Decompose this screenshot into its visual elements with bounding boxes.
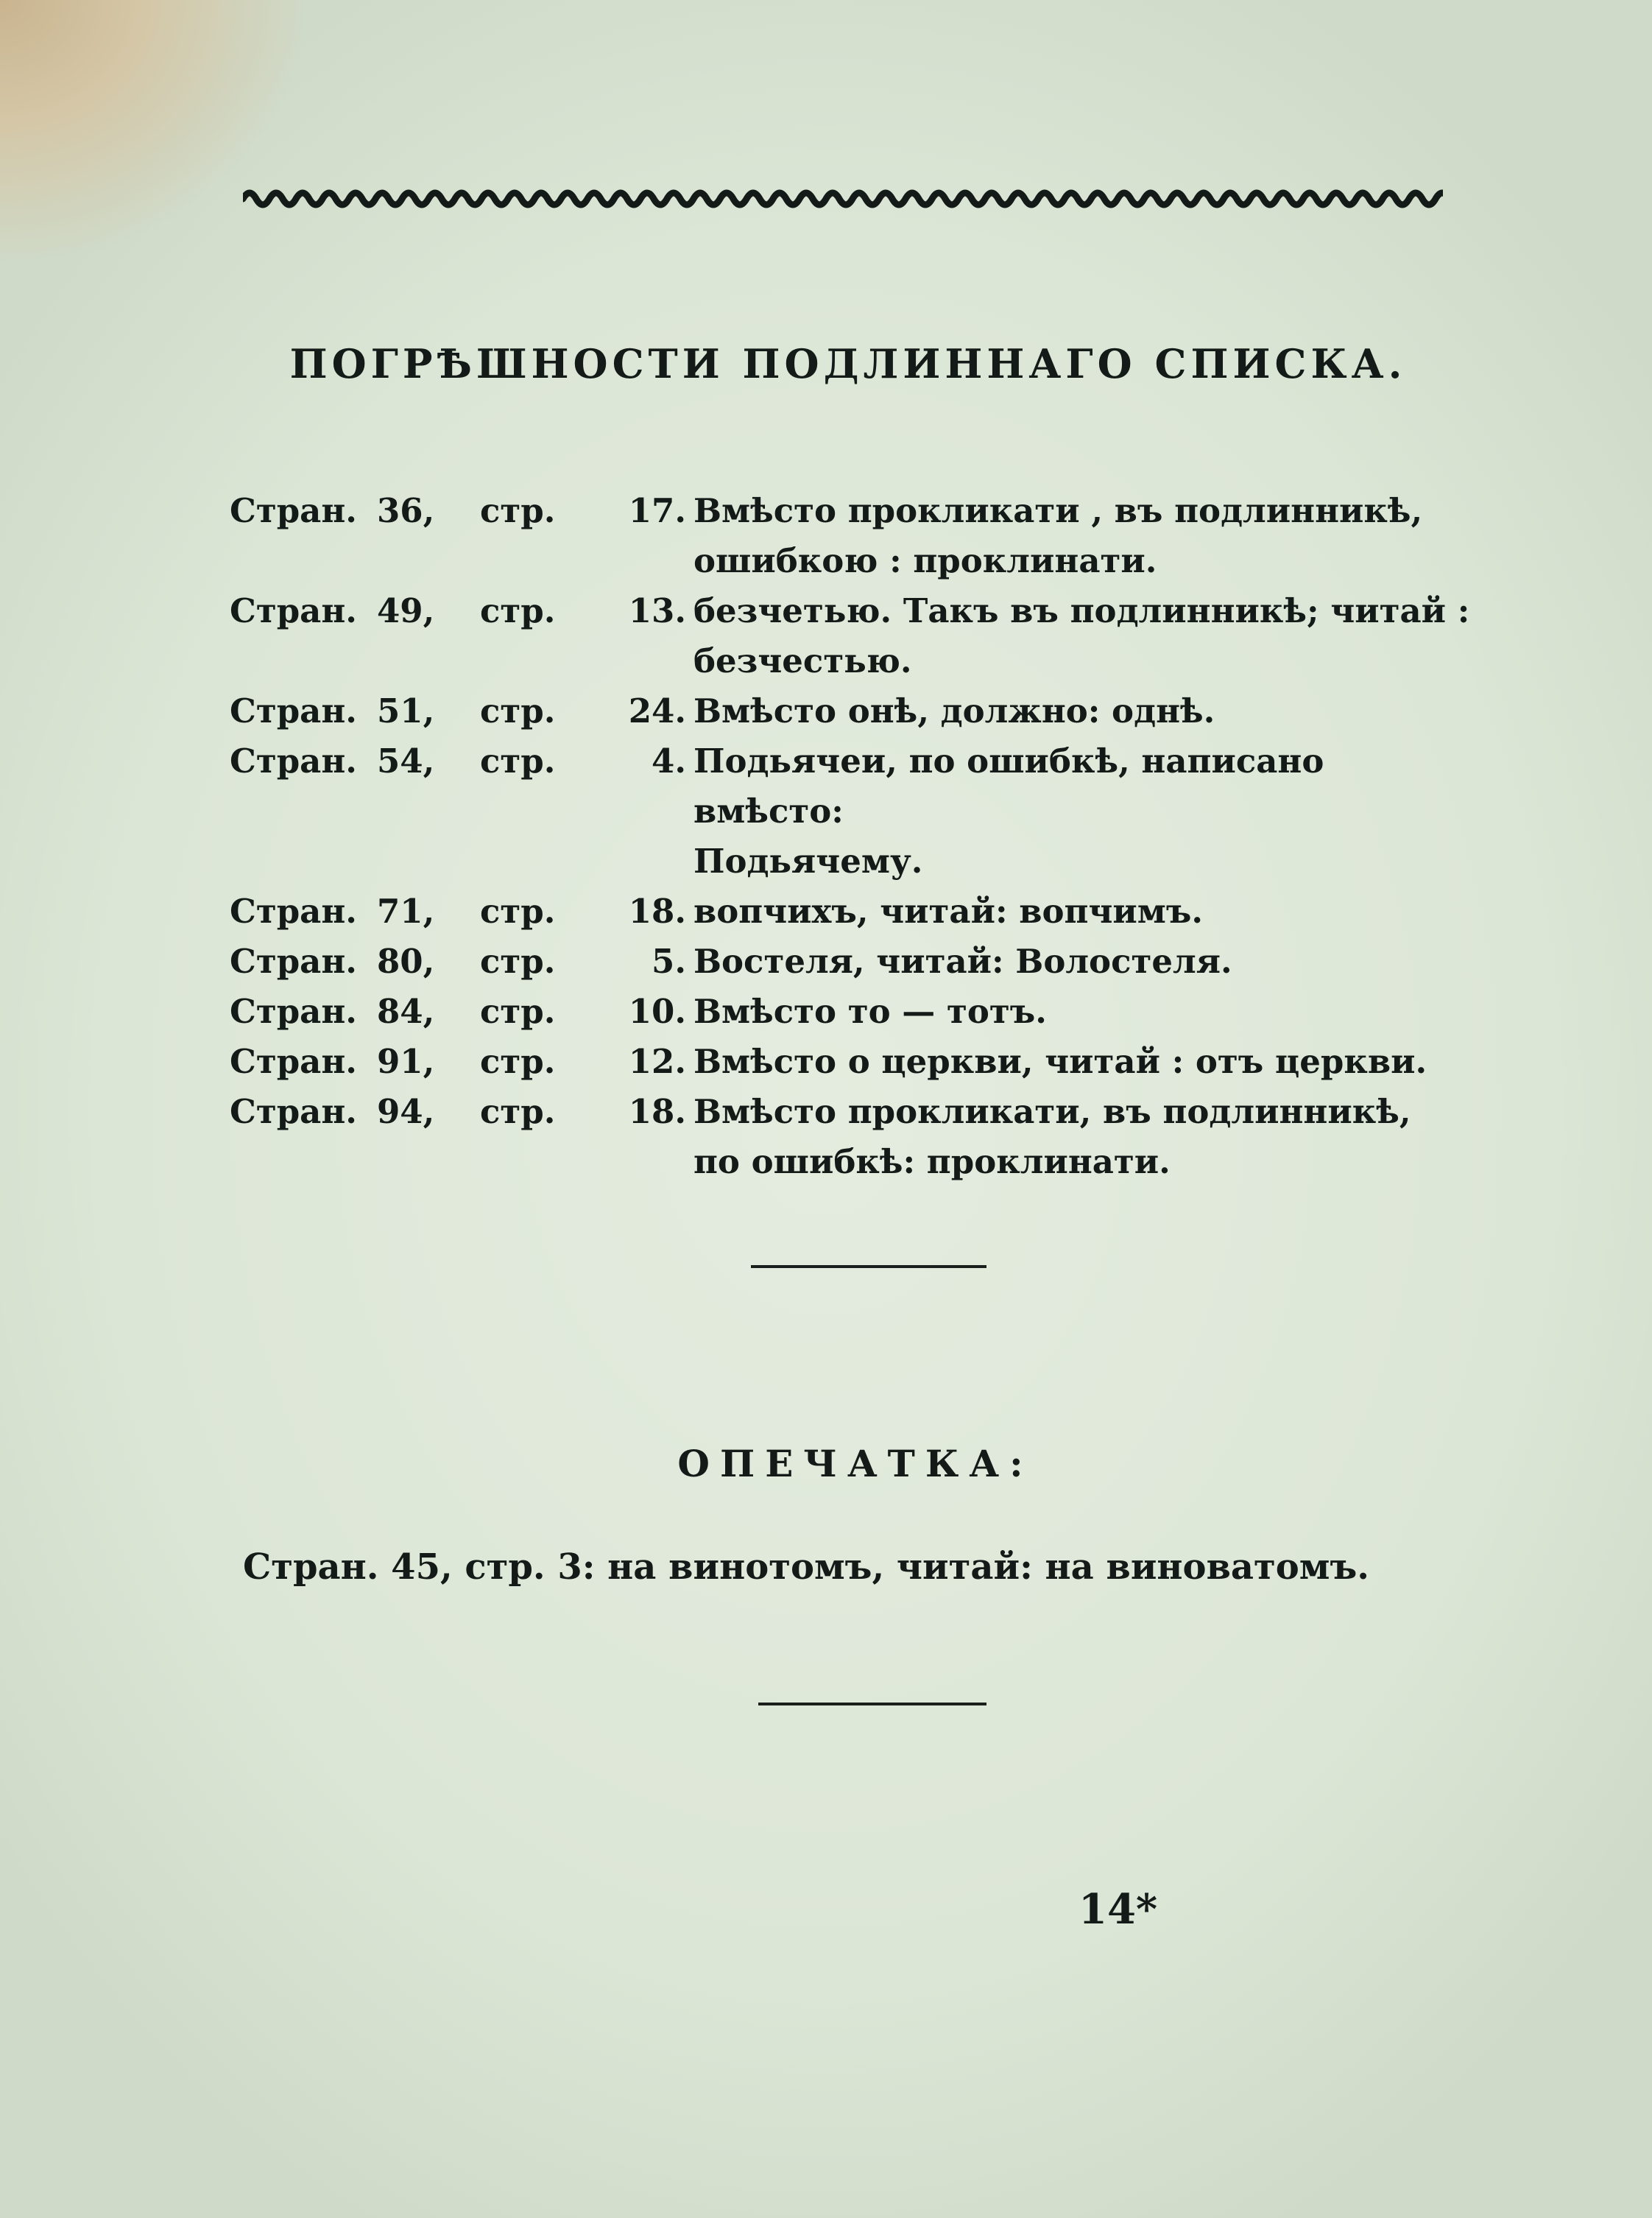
page-label: Стран. — [230, 491, 357, 530]
line-label: стр. — [480, 892, 556, 931]
errata-row — [230, 937, 1481, 987]
page-label: Стран. — [230, 992, 357, 1031]
errata-text: Подьячеи, по ошибкѣ, написано вмѣсто: — [693, 742, 1324, 831]
page-label: Стран. — [230, 1092, 357, 1131]
errata-text: Вмѣсто прокликати, въ подлинникѣ, — [693, 1092, 1411, 1131]
errata-row — [230, 1037, 1481, 1087]
page-number: 80, — [377, 942, 435, 981]
line-number: 17. — [628, 491, 686, 530]
page-number: 84, — [377, 992, 435, 1031]
line-number: 10. — [628, 992, 686, 1031]
page-label: Стран. — [230, 892, 357, 931]
line-label: стр. — [480, 942, 556, 981]
errata-text: Вмѣсто онѣ, должно: однѣ. — [693, 691, 1215, 730]
page-number: 91, — [377, 1042, 435, 1081]
line-number: 24. — [628, 691, 686, 730]
misprint-entry: Стран. 45, стр. 3: на винотомъ, читай: на виноватомъ. — [243, 1546, 1369, 1588]
line-label: стр. — [480, 992, 556, 1031]
errata-text: вопчихъ, читай: вопчимъ. — [693, 892, 1204, 931]
page-label: Стран. — [230, 1042, 357, 1081]
errata-text-continuation: по ошибкѣ: проклинати. — [693, 1142, 1171, 1181]
page-number: 71, — [377, 892, 435, 931]
wavy-ornament-rule — [243, 183, 1443, 215]
errata-text: безчетью. Такъ въ подлинникѣ; читай : — [693, 591, 1470, 630]
line-number: 13. — [628, 591, 686, 630]
errata-row — [230, 987, 1481, 1037]
errata-text-continuation: безчестью. — [693, 641, 912, 680]
line-label: стр. — [480, 742, 556, 781]
page-label: Стран. — [230, 742, 357, 781]
line-label: стр. — [480, 591, 556, 630]
page-number: 54, — [377, 742, 435, 781]
misprint-heading: ОПЕЧАТКА: — [677, 1442, 1034, 1485]
errata-row — [230, 686, 1481, 736]
line-label: стр. — [480, 491, 556, 530]
page-label: Стран. — [230, 942, 357, 981]
errata-row — [230, 887, 1481, 937]
line-label: стр. — [480, 1042, 556, 1081]
errata-row — [230, 586, 1481, 686]
page-label: Стран. — [230, 691, 357, 730]
line-label: стр. — [480, 1092, 556, 1131]
page-number: 36, — [377, 491, 435, 530]
errata-text-continuation: Подьячему. — [693, 842, 923, 881]
errata-row — [230, 1087, 1481, 1187]
errata-text: Вмѣсто то — тотъ. — [693, 992, 1047, 1031]
errata-row — [230, 486, 1481, 586]
line-number: 4. — [652, 742, 686, 781]
page-title: ПОГРѢШНОСТИ ПОДЛИННАГО СПИСКА. — [289, 340, 1407, 387]
errata-text: Востеля, читай: Волостеля. — [693, 942, 1232, 981]
page-label: Стран. — [230, 591, 357, 630]
page-number-signature: 14* — [1079, 1885, 1158, 1934]
line-number: 12. — [628, 1042, 686, 1081]
line-number: 18. — [628, 1092, 686, 1131]
errata-text: Вмѣсто о церкви, читай : отъ церкви. — [693, 1042, 1427, 1081]
line-number: 18. — [628, 892, 686, 931]
errata-text-continuation: ошибкою : проклинати. — [693, 541, 1157, 580]
section-divider — [751, 1265, 986, 1268]
line-label: стр. — [480, 691, 556, 730]
section-divider — [758, 1703, 986, 1705]
errata-text: Вмѣсто прокликати , въ подлинникѣ, — [693, 491, 1423, 530]
errata-row — [230, 736, 1481, 887]
page-number: 94, — [377, 1092, 435, 1131]
line-number: 5. — [652, 942, 686, 981]
page-number: 51, — [377, 691, 435, 730]
page-number: 49, — [377, 591, 435, 630]
errata-list — [230, 486, 1481, 1187]
